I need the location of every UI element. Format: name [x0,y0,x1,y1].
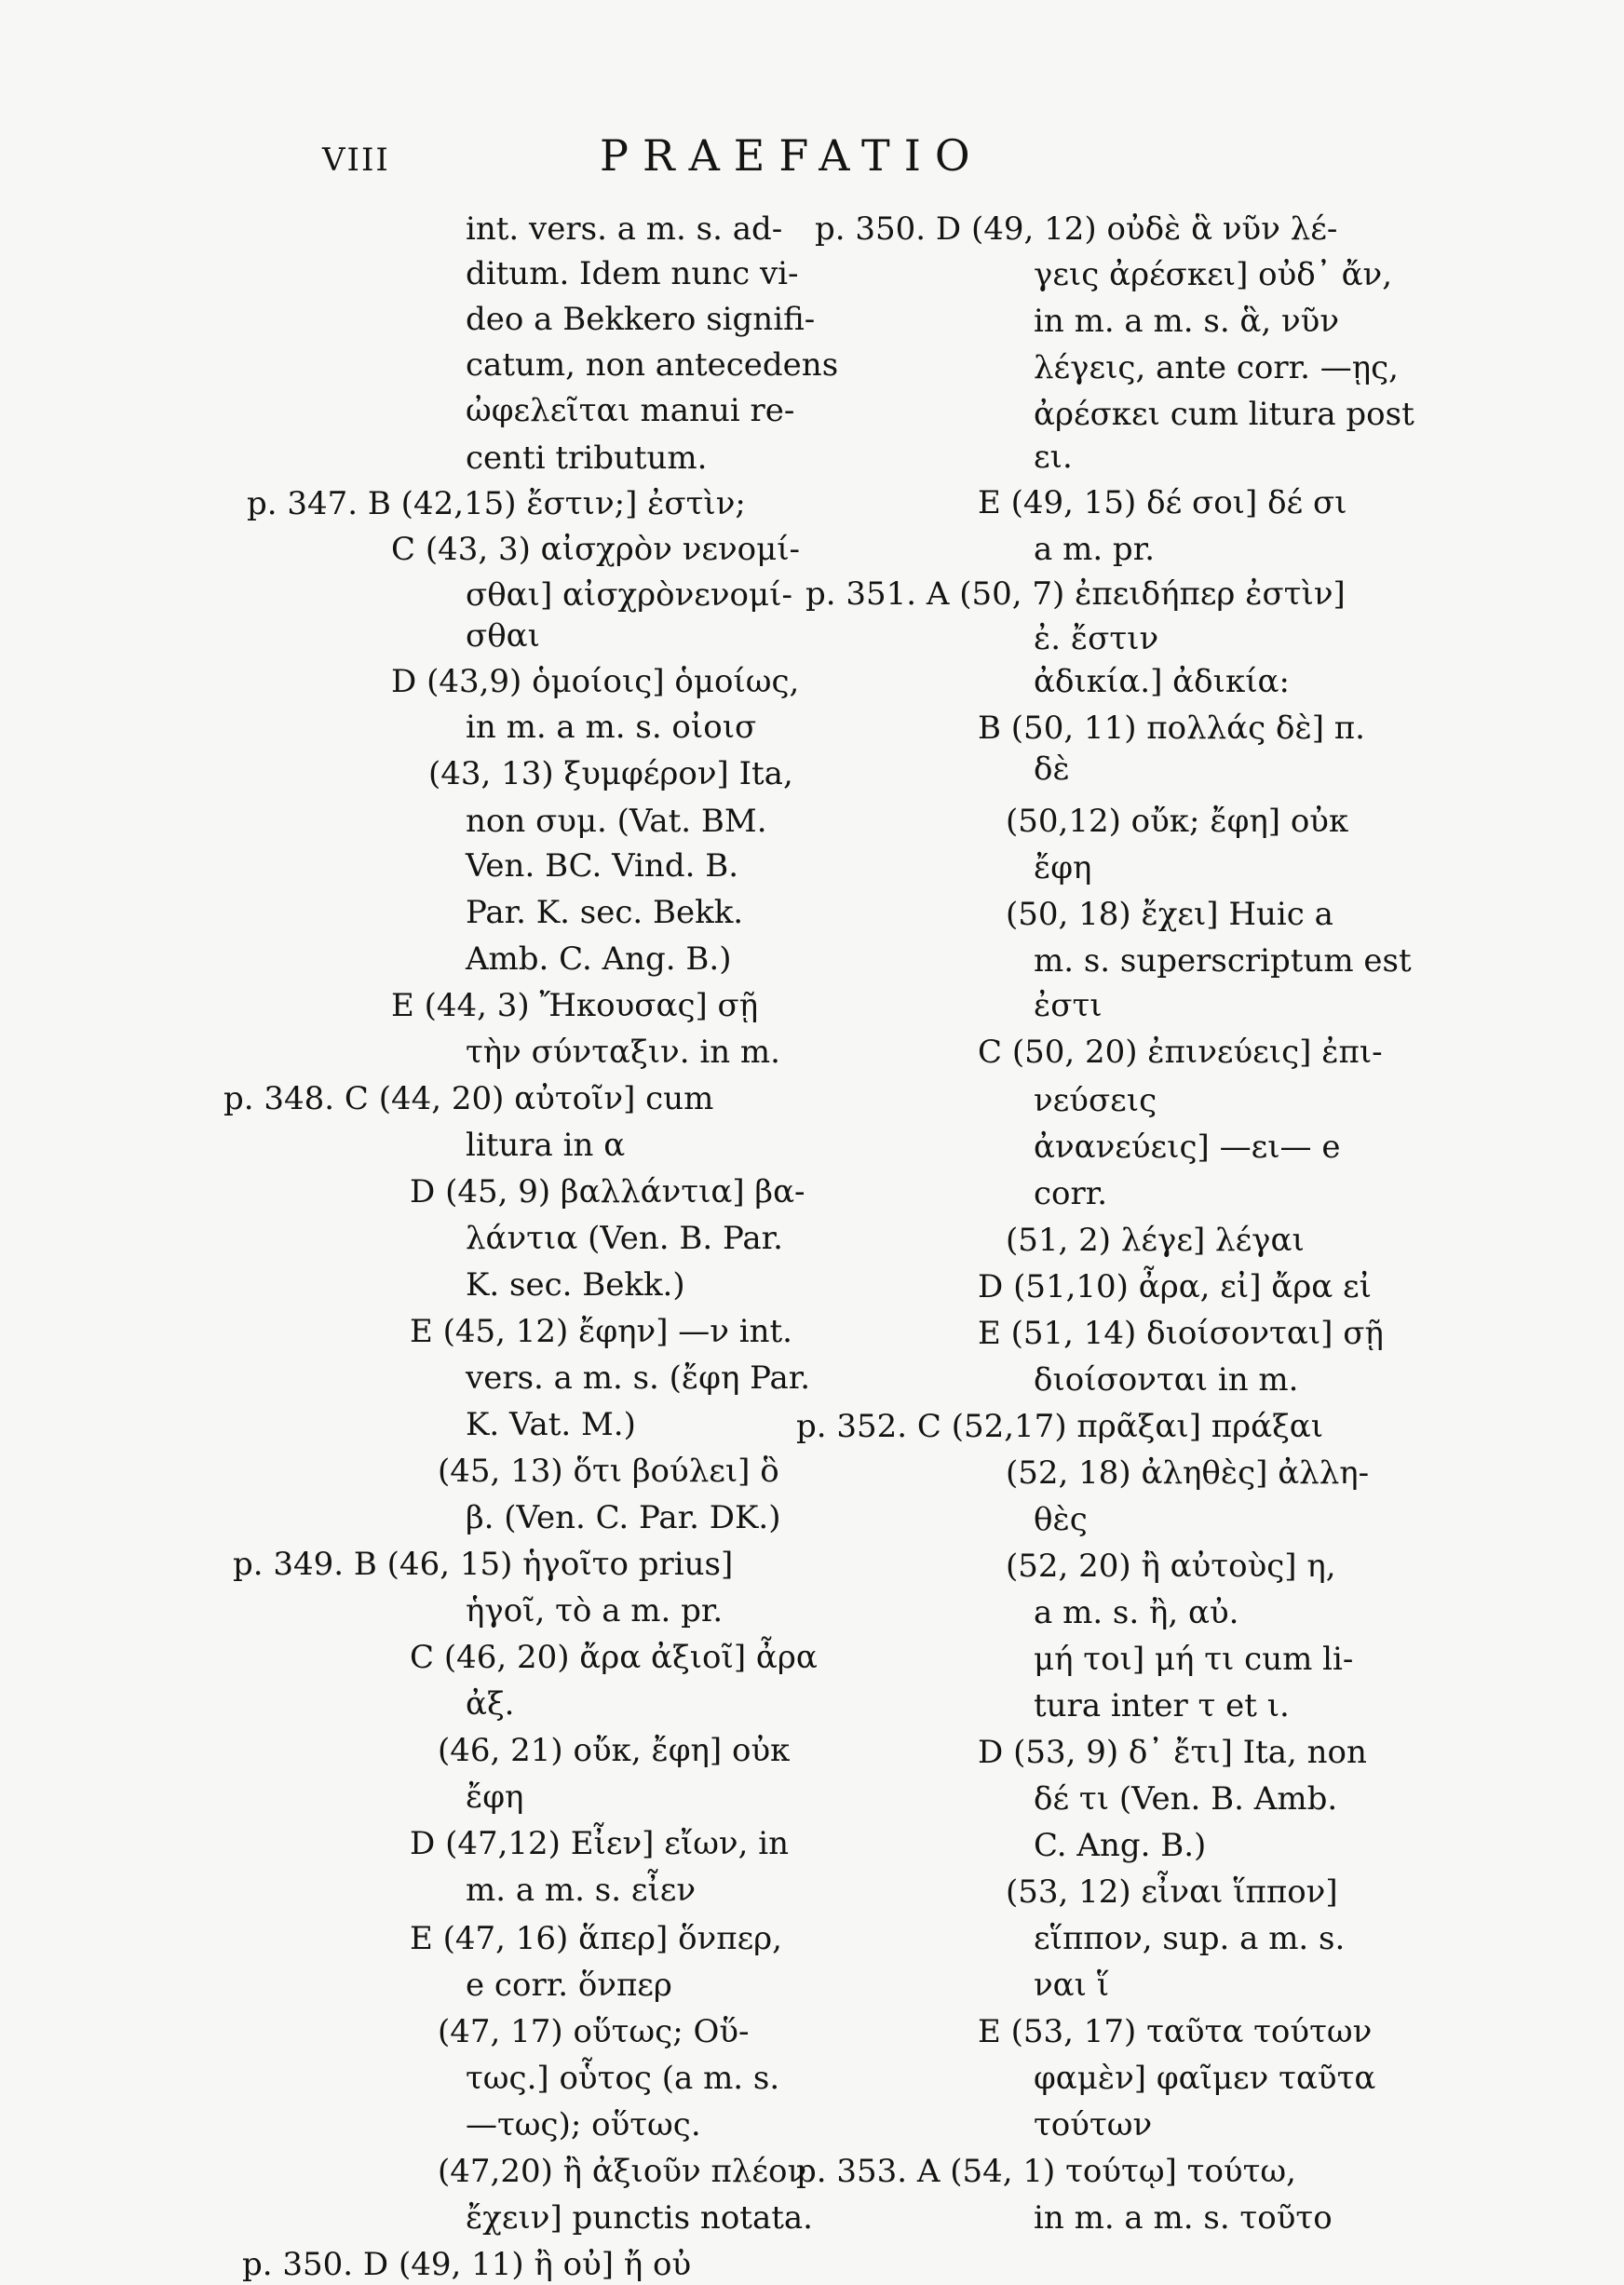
text-line: tura inter τ et ι. [1034,1687,1290,1724]
text-line: E (49, 15) δέ σοι] δέ σι [978,484,1347,521]
text-line: C (43, 3) αἰσχρὸν νενομί- [391,531,801,568]
text-line: catum, non antecedens [466,346,839,384]
text-line: int. vers. a m. s. ad- [466,210,783,248]
text-line: σθαι] αἰσχρὸνενομί- [466,576,792,614]
text-line: σθαι [466,617,540,655]
text-line: (51, 2) λέγε] λέγαι [1006,1222,1305,1259]
text-line: εἵππον, sup. a m. s. [1034,1920,1346,1957]
text-line: (50,12) οὔκ; ἔφη] οὐκ [1006,803,1349,840]
text-line: φαμὲν] φαῖμεν ταῦτα [1034,2060,1376,2097]
text-line: E (47, 16) ἅπερ] ὅνπερ, [410,1920,782,1957]
text-line: D (47,12) Εἶεν] εἴων, in [410,1825,789,1862]
text-line: ἔφη [1034,849,1092,886]
text-line: D (53, 9) δ᾽ ἔτι] Ita, non [978,1734,1367,1771]
text-line: E (51, 14) διοίσονται] σῇ [978,1315,1384,1352]
text-line: (53, 12) εἶναι ἵππον] [1006,1873,1338,1911]
text-line: ἀνανεύεις] —ει— e [1034,1129,1341,1166]
text-line: (47, 17) οὕτως; Οὕ- [438,2013,750,2050]
text-line: δέ τι (Ven. B. Amb. [1034,1780,1338,1818]
text-line: ει. [1034,439,1073,476]
text-line: δὲ [1034,750,1070,788]
text-line: m. s. superscriptum est [1034,942,1412,980]
text-line: centi tributum. [466,439,708,477]
text-line: p. 348. C (44, 20) αὐτοῖν] cum [223,1080,714,1117]
text-line: ὠφελεῖται manui re- [466,392,795,429]
text-line: m. a m. s. εἶεν [466,1872,697,1909]
text-line: ἐστι [1034,987,1103,1024]
text-line: D (43,9) ὁμοίοις] ὁμοίως, [391,663,800,700]
text-line: (50, 18) ἔχει] Huic a [1006,896,1333,933]
text-line: (52, 18) ἀληθὲς] ἀλλη- [1006,1454,1370,1492]
text-line: p. 353. A (54, 1) τούτῳ] τούτω, [796,2153,1296,2190]
text-line: p. 350. D (49, 11) ἢ οὐ] ἤ οὐ [242,2246,692,2283]
text-line: E (44, 3) Ἤκουσας] σῇ [391,987,759,1024]
text-line: Amb. C. Ang. B.) [466,940,732,978]
text-line: τὴν σύνταξιν. in m. [466,1034,780,1071]
text-line: C. Ang. B.) [1034,1827,1207,1864]
text-line: a m. s. ἢ, αὐ. [1034,1594,1239,1631]
text-line: vers. a m. s. (ἔφη Par. [466,1359,811,1397]
text-line: non συμ. (Vat. BM. [466,803,767,840]
text-line: p. 351. A (50, 7) ἐπειδήπερ ἐστὶν] [805,575,1346,613]
text-line: (47,20) ἢ ἀξιοῦν πλέον [438,2153,807,2190]
text-line: τως.] οὗτος (a m. s. [466,2060,780,2097]
text-line: γεις ἀρέσκει] οὐδ᾽ ἄν, [1034,256,1393,293]
text-line: (46, 21) οὔκ, ἔφη] οὐκ [438,1732,791,1769]
text-line: (52, 20) ἢ αὐτοὺς] η, [1006,1548,1336,1585]
text-line: διοίσονται in m. [1034,1361,1299,1399]
text-line: ἀδικία.] ἀδικία: [1034,663,1290,700]
text-line: ἔφη [466,1778,524,1816]
text-line: p. 352. C (52,17) πρᾶξαι] πράξαι [796,1408,1324,1445]
text-line: E (53, 17) ταῦτα τούτων [978,2013,1373,2050]
text-line: corr. [1034,1175,1108,1212]
text-line: B (50, 11) πολλάς δὲ] π. [978,710,1365,747]
text-line: Ven. BC. Vind. B. [466,847,739,885]
text-line: deo a Bekkero signifi- [466,301,816,338]
text-line: ἡγοῖ, τὸ a m. pr. [466,1592,724,1629]
text-line: in m. a m. s. ἃ, νῦν [1034,303,1340,340]
text-line: τούτων [1034,2106,1153,2143]
page-number: VIII [322,142,390,179]
text-line: λάντια (Ven. B. Par. [466,1220,783,1257]
text-line: e corr. ὅνπερ [466,1967,672,2004]
text-line: β. (Ven. C. Par. DK.) [466,1499,781,1536]
text-line: —τως); οὕτως. [466,2106,701,2143]
text-line: C (46, 20) ἄρα ἀξιοῖ] ἆρα [410,1639,818,1676]
text-line: in m. a m. s. οἰοισ [466,709,757,746]
text-line: a m. pr. [1034,531,1156,568]
text-line: in m. a m. s. τοῦτο [1034,2199,1333,2237]
text-line: (45, 13) ὅτι βούλει] ὃ [438,1453,779,1490]
text-line: D (45, 9) βαλλάντια] βα- [410,1173,805,1210]
text-line: K. sec. Bekk.) [466,1266,685,1304]
text-line: p. 347. B (42,15) ἔστιν;] ἐστὶν; [247,485,746,522]
text-line: C (50, 20) ἐπινεύεις] ἐπι- [978,1034,1383,1071]
text-line: λέγεις, ante corr. —ῃς, [1034,349,1399,386]
text-line: ἐ. ἔστιν [1034,620,1159,657]
text-line: K. Vat. M.) [466,1406,636,1443]
text-line: ditum. Idem nunc vi- [466,255,799,292]
text-line: ἀρέσκει cum litura post [1034,396,1414,433]
text-line: νεύσεις [1034,1082,1157,1119]
text-line: D (51,10) ἆρα, εἰ] ἄρα εἰ [978,1268,1372,1305]
text-line: (43, 13) ξυμφέρον] Ita, [428,755,793,792]
text-line: p. 350. D (49, 12) οὐδὲ ἃ νῦν λέ- [815,210,1338,248]
text-line: E (45, 12) ἔφην] —ν int. [410,1313,792,1350]
text-line: θὲς [1034,1501,1088,1538]
text-line: ἀξ. [466,1685,515,1723]
text-line: Par. K. sec. Bekk. [466,894,744,931]
page-title: PRAEFATIO [600,130,984,181]
text-line: ναι ἵ [1034,1967,1110,2004]
text-line: p. 349. B (46, 15) ἡγοῖτο prius] [233,1546,734,1583]
text-line: ἔχειν] punctis notata. [466,2199,813,2237]
text-line: litura in α [466,1127,626,1164]
text-line: μή τοι] μή τι cum li- [1034,1641,1354,1678]
